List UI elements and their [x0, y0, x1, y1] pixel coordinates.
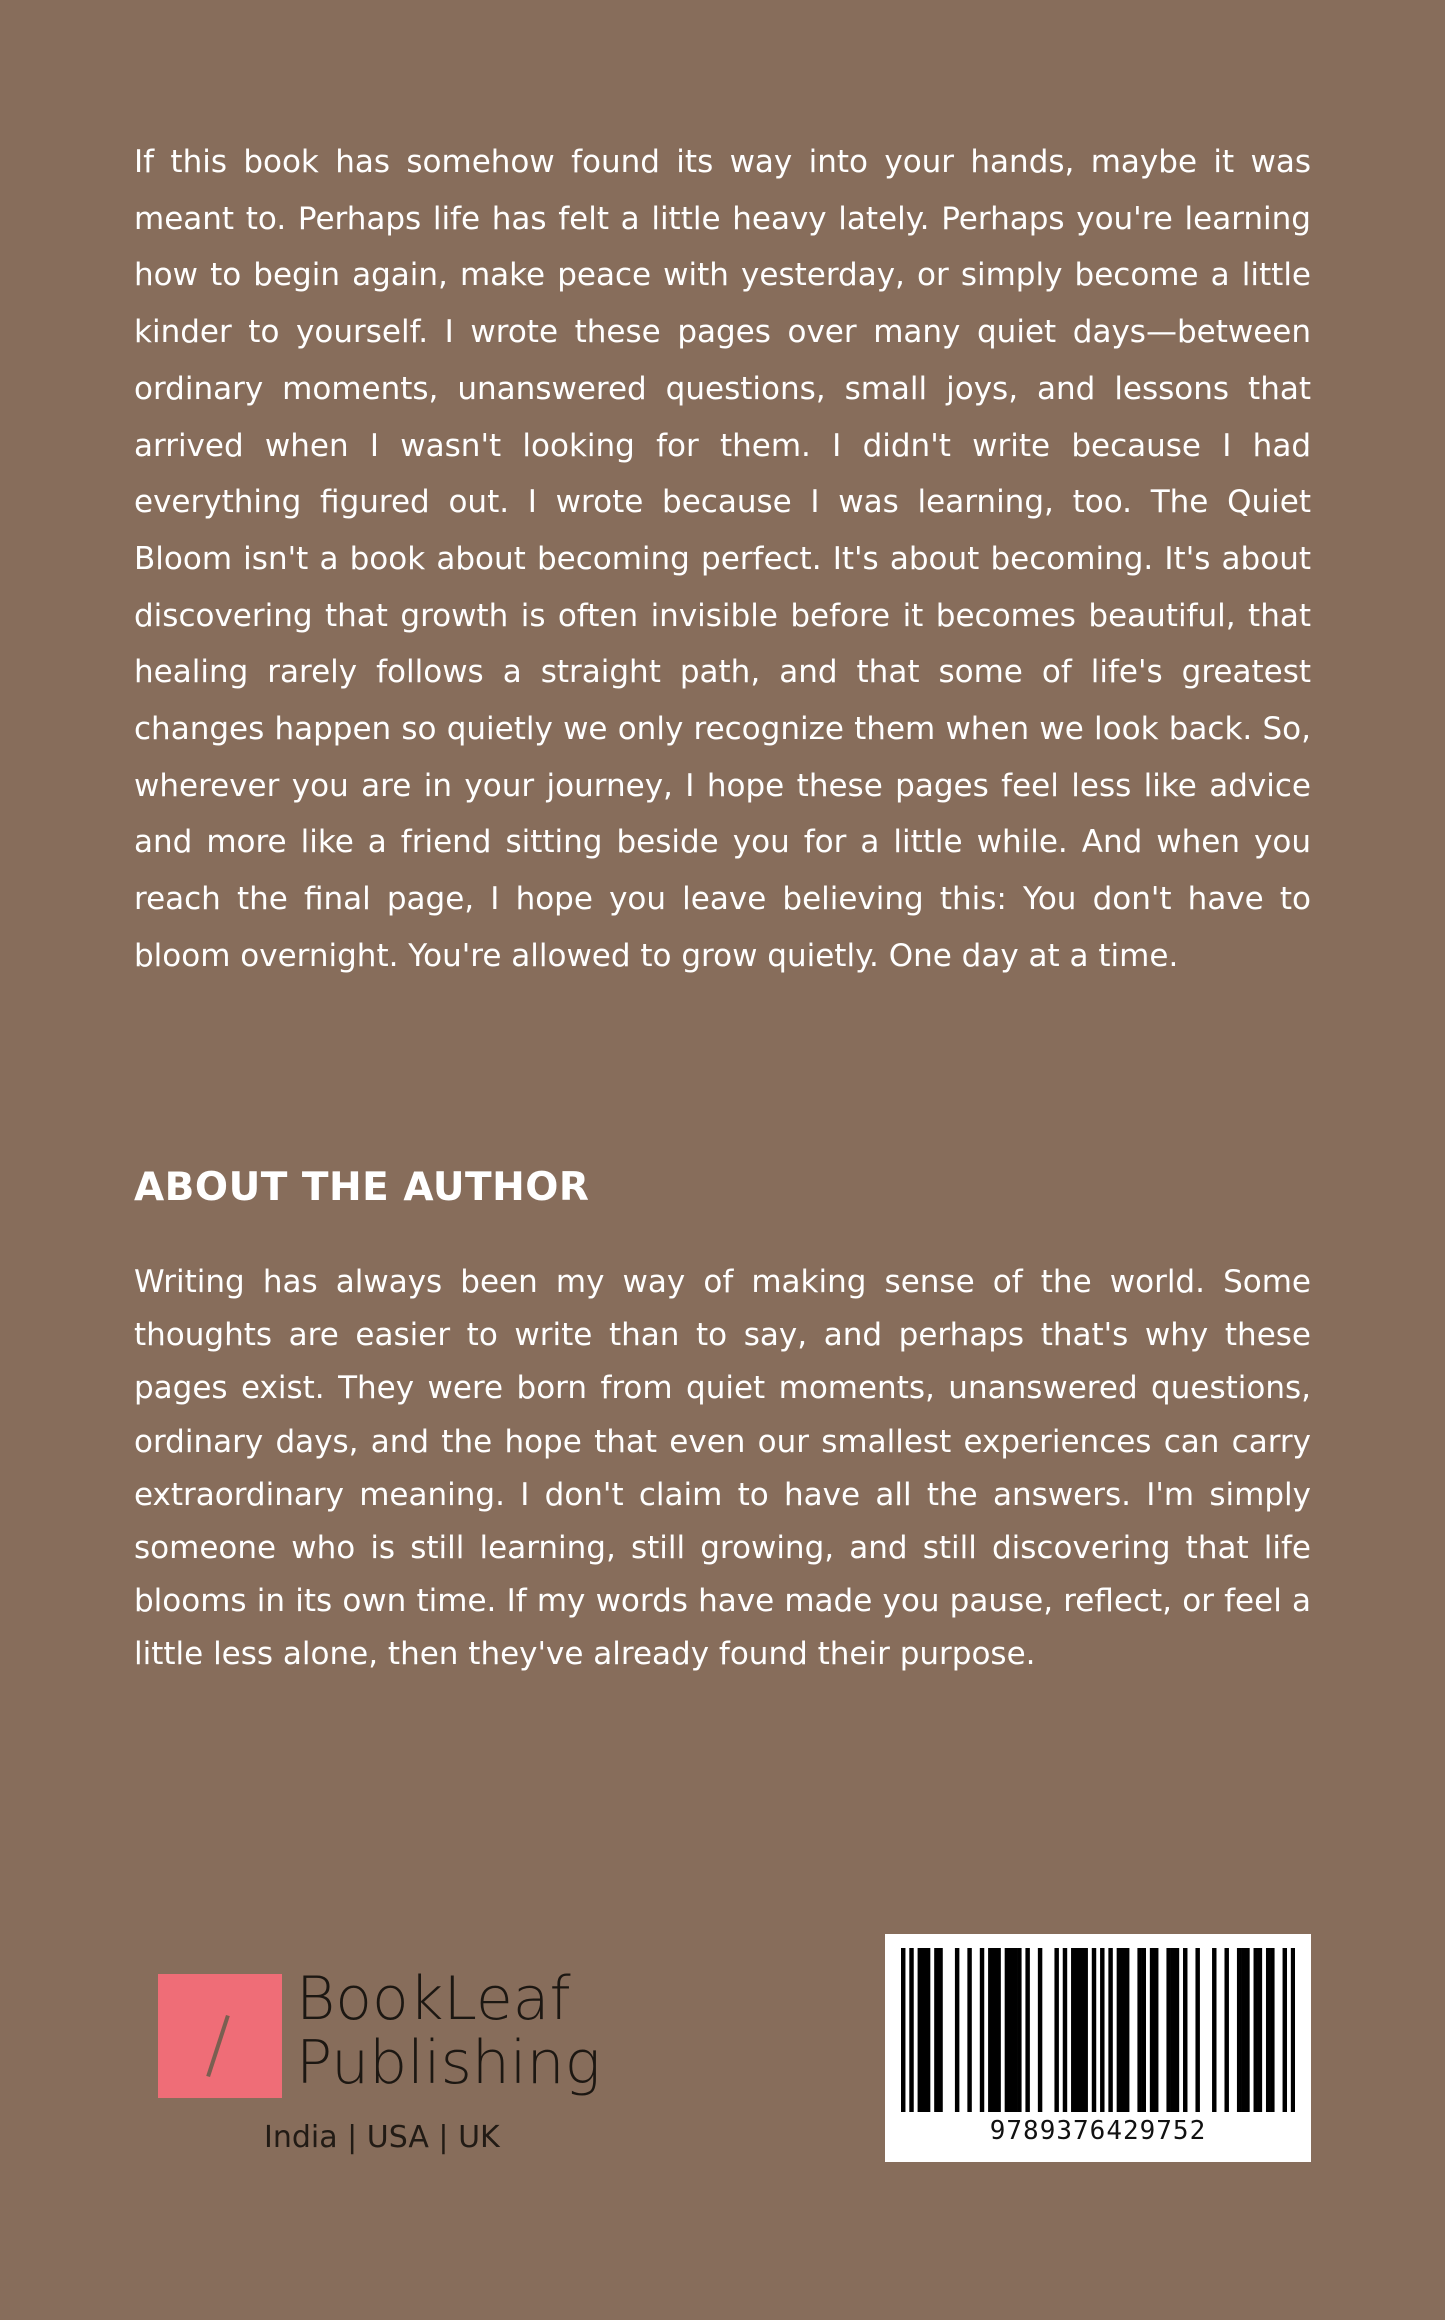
barcode-bar — [1195, 1948, 1199, 2112]
isbn-barcode — [885, 1934, 1311, 2162]
publisher-logo — [158, 1964, 618, 2168]
barcode-bar — [967, 1948, 971, 2112]
leaf-slash-icon — [158, 1974, 282, 2098]
barcode-bar — [938, 1948, 942, 2112]
about-author-text: Writing has always been my way of making sense of the world. Some thoughts are easier to write than to say, and perhaps that's why these pages exist. They were born from quiet moments, unanswered questions, ordinary days, and the hope that even our smallest experiences can carry extraordinary meaning. I don't claim to have all the answers. I'm simply someone who is still learning, still growing, and still discovering that life blooms in its own time. If my words have made you pause, reflect, or feel a little less alone, then they've already found their purpose. — [134, 1264, 1311, 1673]
barcode-bar — [980, 1948, 984, 2112]
barcode-bar — [909, 1948, 913, 2112]
barcode-bar — [901, 1948, 905, 2112]
barcode-bar — [1038, 1948, 1042, 2112]
barcode-bar — [1175, 1948, 1179, 2112]
barcode-bar — [1254, 1948, 1258, 2112]
barcode-bar — [1125, 1948, 1129, 2112]
publisher-name-line1: BookLeaf — [296, 1964, 571, 2034]
barcode-bar — [1258, 1948, 1262, 2112]
barcode-bar — [1154, 1948, 1158, 2112]
barcode-bar — [1137, 1948, 1141, 2112]
barcode-bar — [1005, 1948, 1009, 2112]
barcode-bar — [922, 1948, 926, 2112]
barcode-bar — [1142, 1948, 1146, 2112]
barcode-bar — [1009, 1948, 1013, 2112]
barcode-bar — [1100, 1948, 1104, 2112]
barcode-bar — [1150, 1948, 1154, 2112]
barcode-bar — [1212, 1948, 1216, 2112]
barcode-bar — [1063, 1948, 1067, 2112]
barcode-bar — [955, 1948, 959, 2112]
barcode-bar — [1013, 1948, 1017, 2112]
barcode-bar — [1083, 1948, 1087, 2112]
barcode-bar — [992, 1948, 996, 2112]
barcode-bar — [1283, 1948, 1287, 2112]
barcode-bar — [988, 1948, 992, 2112]
barcode-bar — [1092, 1948, 1096, 2112]
barcode-bar — [996, 1948, 1000, 2112]
barcode-bar — [1071, 1948, 1075, 2112]
barcode-bar — [1245, 1948, 1249, 2112]
barcode-bar — [1270, 1948, 1274, 2112]
back-cover-blurb: If this book has somehow found its way into your hands, maybe it was meant to. Perhaps life has felt a little heavy lately. Perhaps you're learning how to begin again, make peace with yesterday, or simply become a little kinder to yourself. I wrote these pages over many quiet days—between ordinary moments, unanswered questions, small joys, and lessons that arrived when I wasn't looking for them. I didn't write because I had everything figured out. I wrote because I was learning, too. The Quiet Bloom isn't a book about becoming perfect. It's about becoming. It's about discovering that growth is often invisible before it becomes beautiful, that healing rarely follows a straight path, and that some of life's greatest changes happen so quietly we only recognize them when we look back. So, wherever you are in your journey, I hope these pages feel less like advice and more like a friend sitting beside you for a little while. And when you reach the final page, I hope you leave believing this: You don't have to bloom overnight. You're allowed to grow quietly. One day at a time. — [134, 144, 1311, 974]
barcode-bar — [1291, 1948, 1295, 2112]
barcode-bar — [1025, 1948, 1029, 2112]
barcode-bar — [926, 1948, 930, 2112]
publisher-regions: India | USA | UK — [264, 2120, 500, 2155]
about-author-heading: ABOUT THE AUTHOR — [134, 1165, 590, 1210]
barcode-bar — [934, 1948, 938, 2112]
barcode-bar — [1121, 1948, 1125, 2112]
barcode-bar — [1017, 1948, 1021, 2112]
barcode-bar — [1241, 1948, 1245, 2112]
isbn-number: 9789376429752 — [989, 2116, 1207, 2146]
barcode-bars — [901, 1948, 1295, 2112]
barcode-bar — [1075, 1948, 1079, 2112]
barcode-bar — [1117, 1948, 1121, 2112]
barcode-bar — [1224, 1948, 1228, 2112]
barcode-bar — [1237, 1948, 1241, 2112]
barcode-bar — [1171, 1948, 1175, 2112]
barcode-bar — [918, 1948, 922, 2112]
barcode-bar — [1166, 1948, 1170, 2112]
barcode-bar — [1079, 1948, 1083, 2112]
barcode-bar — [1266, 1948, 1270, 2112]
publisher-name-line2: Publishing — [296, 2028, 601, 2098]
barcode-bar — [1054, 1948, 1058, 2112]
barcode-bar — [1183, 1948, 1187, 2112]
barcode-bar — [1108, 1948, 1112, 2112]
